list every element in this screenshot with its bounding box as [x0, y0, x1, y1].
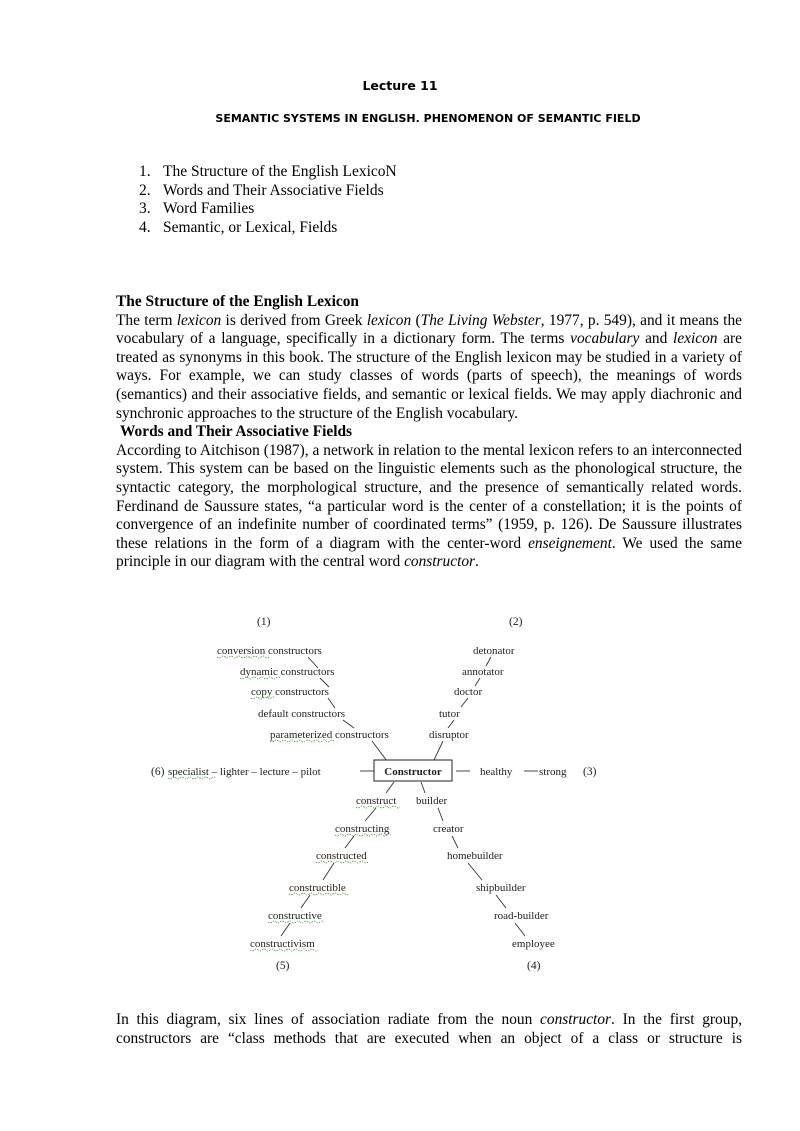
diagram-word: constructive [268, 910, 322, 922]
diagram-word: homebuilder [447, 850, 503, 862]
connector-line [372, 741, 387, 761]
central-word: Constructor [384, 766, 442, 778]
toc-item [139, 219, 397, 238]
paragraph-diagram-explanation: In this diagram, six lines of association radiate from the noun constructor. In the first group, constructors are “class methods that are executed when an object of a class or structure is [116, 1011, 742, 1047]
connector-line [301, 895, 310, 908]
diagram-word: creator [433, 823, 464, 835]
connector-line [475, 678, 480, 686]
diagram-word: healthy [480, 766, 513, 778]
toc-text: The Structure of the English LexicoN [163, 163, 397, 180]
toc-item [139, 182, 397, 201]
toc-text: Word Families [163, 200, 255, 218]
connector-line [281, 923, 290, 936]
diagram-word: conversion constructors [217, 645, 322, 657]
toc-item [139, 163, 397, 182]
connector-line [515, 923, 525, 936]
connector-line [323, 863, 334, 880]
paragraph-associative: According to Aitchison (1987), a network in relation to the mental lexicon refers to an interconnected system. This system can be based on the linguistic elements such as the phonological structure, the syntactic category, the morphological structure, and the presence of semantically related words. Ferdinand de Saussure states, “a particular word is the center of a constellation; it is the points of convergence of an indefinite number of coordinated terms” (1959, p. 126). De Saussure illustrates these relations in the form of a diagram with the center-word enseignement. We used the same principle in our diagram with the central word constructor. [116, 441, 742, 571]
group-label-1: (1) [257, 616, 271, 628]
diagram-word: detonator [473, 645, 515, 657]
toc-text: Words and Their Associative Fields [163, 181, 384, 199]
connector-line [461, 698, 468, 707]
connector-line [468, 863, 482, 880]
body-text [116, 293, 742, 572]
toc-number: 1. [139, 163, 151, 180]
diagram-word: constructivism [250, 938, 315, 950]
paragraph-lexicon: The term lexicon is derived from Greek lexicon (The Living Webster, 1977, p. 549), and it means the vocabulary of a language, specifically in a dictionary form. The terms vocabulary and lexicon are treated as synonyms in this book. The structure of the English lexicon may be studied in a variety of ways. For example, we can study classes of words (parts of speech), the meanings of words (semantics) and their associative fields, and semantic or lexical fields. We may apply diachronic and synchronic approaches to the structure of the English vocabulary. [116, 311, 742, 422]
diagram-word: default constructors [258, 708, 346, 720]
group-label-4: (4) [527, 960, 541, 972]
toc-number: 4. [139, 218, 151, 236]
connector-line [434, 741, 443, 760]
diagram-word: annotator [462, 666, 504, 678]
diagram-word: shipbuilder [476, 882, 526, 894]
section-heading-associative: Words and Their Associative Fields [120, 423, 353, 441]
diagram-word: road-builder [494, 910, 549, 922]
diagram-word: tutor [439, 708, 460, 720]
diagram-word: copy constructors [251, 686, 329, 698]
connector-line [328, 698, 335, 708]
connector-line [448, 720, 454, 728]
diagram-word: builder [416, 795, 448, 807]
connector-line [365, 808, 376, 821]
connector-line [345, 836, 354, 848]
diagram-word: disruptor [429, 729, 469, 741]
toc-number: 3. [139, 200, 151, 218]
toc-number: 2. [139, 181, 151, 199]
lecture-title: Lecture 11 [362, 78, 438, 93]
associative-field-diagram [140, 608, 610, 978]
section-heading-lexicon: The Structure of the English Lexicon [116, 293, 359, 310]
toc-text: Semantic, or Lexical, Fields [163, 218, 338, 236]
closing-paragraph [116, 1011, 742, 1048]
table-of-contents [139, 163, 397, 237]
diagram-word: strong [539, 766, 567, 778]
connector-line [452, 836, 458, 848]
diagram-word: constructed [316, 850, 367, 862]
lecture-subtitle: SEMANTIC SYSTEMS IN ENGLISH. PHENOMENON OF SEMANTIC FIELD [215, 112, 641, 125]
diagram-word: constructing [335, 823, 390, 835]
connector-line [343, 720, 354, 728]
group-label-5: (5) [276, 960, 290, 972]
diagram-word: doctor [454, 686, 483, 698]
diagram-word: constructible [289, 882, 346, 894]
connector-line [438, 808, 443, 821]
connector-line [386, 782, 394, 793]
group6-chain: specialist – lighter – lecture – pilot [168, 766, 321, 778]
connector-line [486, 657, 491, 666]
group-label-6: (6) [151, 766, 165, 778]
diagram-word: employee [512, 938, 555, 950]
connector-line [421, 782, 425, 793]
toc-item [139, 200, 397, 219]
group-label-3: (3) [583, 766, 597, 778]
diagram-word: dynamic constructors [240, 666, 335, 678]
diagram-word: parameterized constructors [270, 729, 389, 741]
group-label-2: (2) [509, 616, 523, 628]
connector-line [496, 895, 506, 908]
diagram-word: construct [356, 795, 397, 807]
